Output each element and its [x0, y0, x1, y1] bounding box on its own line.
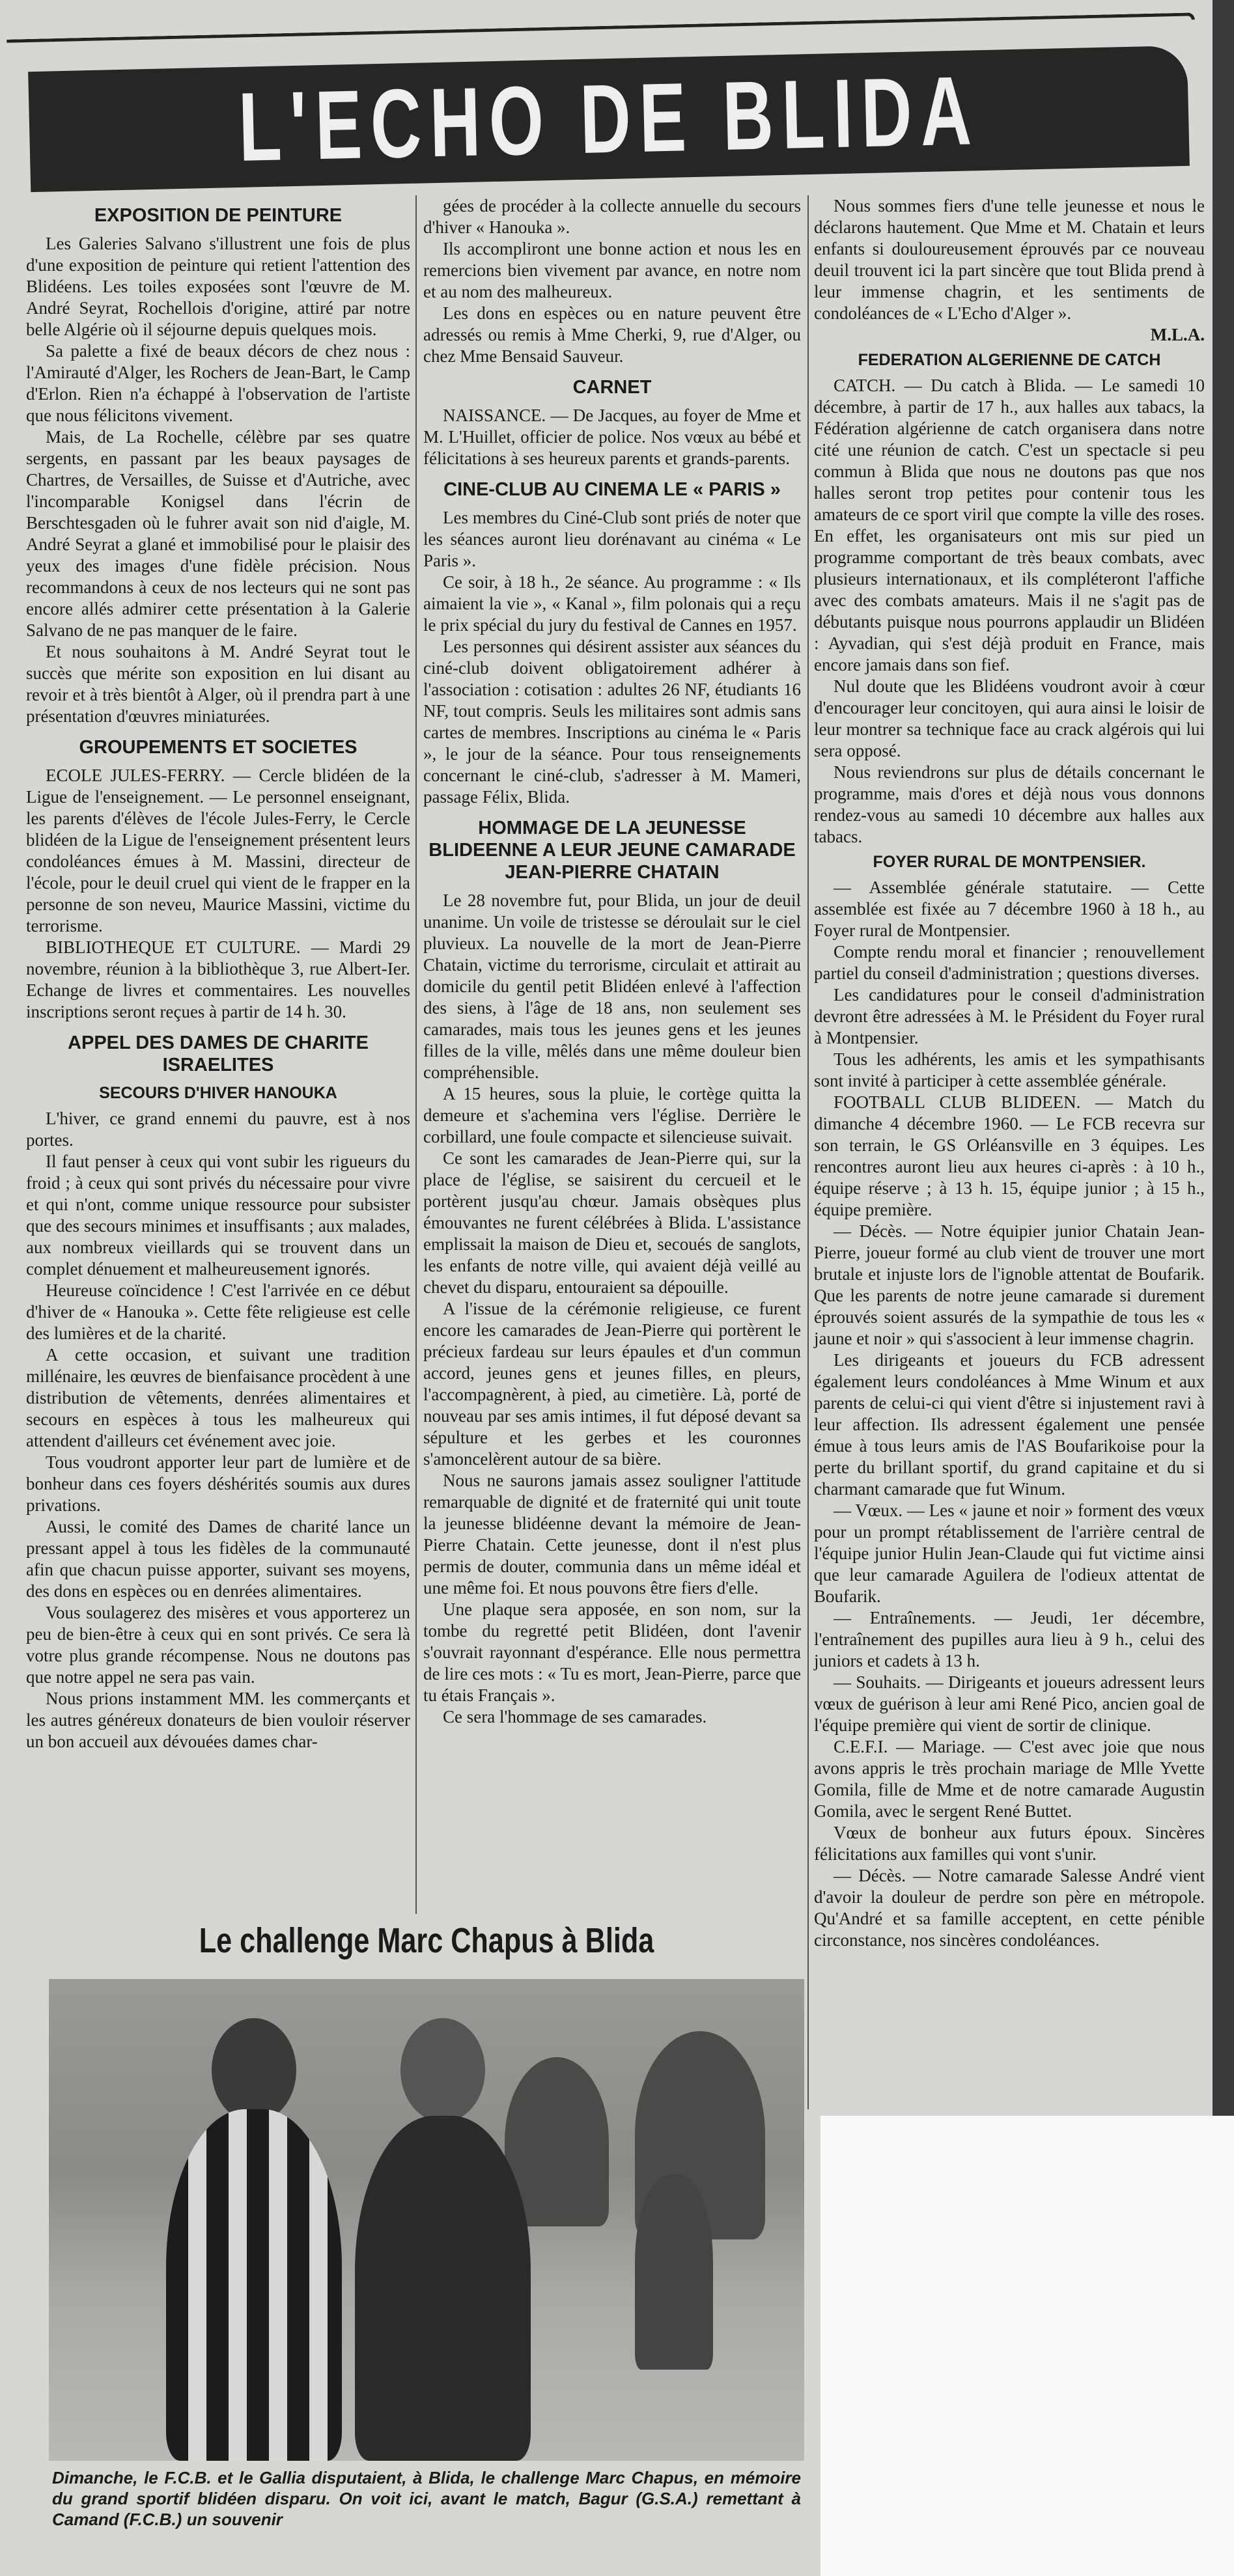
article-paragraph: FOOTBALL CLUB BLIDEEN. — Match du dimanche 4 décembre 1960. — Le FCB recevra sur son terrain, le GS Orléansville en 3 équipes. Les rencontres auront lieu aux heures ci-après : à 10 h., équipe réserve ; à 13 h. 15, équipe junior ; à 15 h., équipe première. [814, 1092, 1205, 1219]
page-edge-shadow [1213, 0, 1234, 2116]
section-heading: FEDERATION ALGERIENNE DE CATCH [858, 351, 1161, 369]
article-paragraph: — Entraînements. — Jeudi, 1er décembre, l'entraînement des pupilles aura lieu à 9 h., celui des juniors et cadets à 13 h. [814, 1608, 1205, 1670]
article-paragraph: — Décès. — Notre équipier junior Chatain Jean-Pierre, joueur formé au club vient de trouver une mort brutale et injuste lors de l'ignoble attentat de Boufarik. Que les parents de notre jeune camarade si durement éprouvés soient assurés de la sympathie de tous les « jaune et noir » qui s'associent à leur immense chagrin. [814, 1221, 1205, 1348]
article-paragraph: C.E.F.I. — Mariage. — C'est avec joie que nous avons appris le très prochain mariage de Mlle Yvette Gomila, fille de Mme et de notre camarade Augustin Gomila, avec le sergent René Buttet. [814, 1737, 1205, 1821]
article-paragraph: Sa palette a fixé de beaux décors de chez nous : l'Amirauté d'Alger, les Rochers de Jean-Bart, le Camp d'Erlon. Rien n'a échappé à l'observation de l'artiste que nous félicitons vivement. [26, 341, 410, 425]
article-paragraph: Le 28 novembre fut, pour Blida, un jour de deuil unanime. Un voile de tristesse se déroulait sur le ciel pluvieux. La nouvelle de la mort de Jean-Pierre Chatain, victime du terrorisme, circulait et attirait au domicile du gentil petit Blidéen enlevé à l'affection des siens, à l'âge de 18 ans, non seulement ses camarades, mais tous les jeunes gens et les jeunes filles de la ville, mêlés dans une même douleur bien compréhensible. [423, 891, 801, 1082]
article-paragraph: Aussi, le comité des Dames de charité lance un pressant appel à tous les fidèles de la communauté afin que chacun puisse apporter, suivant ses moyens, des dons en espèces ou en denrées alimentaires. [26, 1517, 410, 1601]
article-paragraph: A 15 heures, sous la pluie, le cortège quitta la demeure et s'achemina vers l'église. Derrière le corbillard, une foule compacte et silencieuse suivait. [423, 1084, 801, 1146]
article-paragraph: Une plaque sera apposée, en son nom, sur la tombe du regretté petit Blidéen, dont l'avenir s'ouvrait rayonnant d'espérance. Elle nous permettra de lire ces mots : « Tu es mort, Jean-Pierre, parce que tu étais Français ». [423, 1600, 801, 1705]
article-paragraph: Nous ne saurons jamais assez souligner l'attitude remarquable de dignité et de fraternité qui unit toute la jeunesse blidéenne devant la mémoire de Jean-Pierre Chatain. Cette jeunesse, dont il n'est plus permis de douter, communia dans un même idéal et une même foi. Et nous pouvons être fiers d'elle. [423, 1471, 801, 1598]
article-paragraph: Et nous souhaitons à M. André Seyrat tout le succès que mérite son exposition en lui disant au revoir et à très bientôt à Alger, où il prendra part à une présentation d'œuvres miniaturées. [26, 642, 410, 726]
article-paragraph: Les personnes qui désirent assister aux séances du ciné-club doivent obligatoirement adhérer à l'association : cotisation : adultes 26 NF, étudiants 16 NF, tout compris. Seuls les militaires sont admis sans cartes de membres. Inscriptions au cinéma le « Paris », le jour de la séance. Pour tous renseignements concernant le ciné-club, s'adresser à M. Mameri, passage Félix, Blida. [423, 637, 801, 807]
article-paragraph: Les dirigeants et joueurs du FCB adressent également leurs condoléances à Mme Winum et aux parents de celui-ci qui vient d'être si injustement ravi à leur affection. Ils adressent également une pensée émue à tous leurs amis de l'AS Boufarikoise pour la perte du brillant sportif, du grand capitaine et du si charmant camarade que fut Winum. [814, 1350, 1205, 1499]
player-head [400, 2018, 485, 2122]
article-paragraph: NAISSANCE. — De Jacques, au foyer de Mme et M. L'Huillet, officier de police. Nos vœux au bébé et félicitations à ses heureux parents et grands-parents. [423, 406, 801, 468]
article-paragraph: Les candidatures pour le conseil d'administration devront être adressées à M. le Président du Foyer rural à Montpensier. [814, 985, 1205, 1047]
section-heading: SECOURS D'HIVER HANOUKA [99, 1084, 337, 1102]
article-paragraph: Il faut penser à ceux qui vont subir les rigueurs du froid ; à ceux qui sont privés du nécessaire pour vivre et qui n'ont, comme unique ressource pour subsister que des secours minimes et insuffisants ; aux malades, aux nombreux vieillards qui se trouvent dans un complet dénuement et malheureusement ignorés. [26, 1152, 410, 1279]
top-rule [7, 12, 1195, 46]
article-paragraph: Ce soir, à 18 h., 2e séance. Au programme : « Ils aimaient la vie », « Kanal », film polonais qui a reçu le prix spécial du jury du festival de Cannes en 1957. [423, 572, 801, 635]
background-player [635, 2174, 713, 2370]
article-paragraph: — Souhaits. — Dirigeants et joueurs adressent leurs vœux de guérison à leur ami René Pico, ancien goal de l'équipe première qui vient de sortir de clinique. [814, 1672, 1205, 1735]
section-heading: EXPOSITION DE PEINTURE [94, 205, 343, 226]
article-paragraph: ECOLE JULES-FERRY. — Cercle blidéen de la Ligue de l'enseignement. — Le personnel enseignant, les parents d'élèves de l'école Jules-Ferry, le Cercle blidéen de la Ligue de l'enseignement présentent leurs condoléances émues à M. Massini, directeur de l'école, pour le deuil cruel qui vient de le frapper en la personne de son neveu, Maurice Massini, victime du terrorisme. [26, 766, 410, 935]
article-paragraph: Les dons en espèces ou en nature peuvent être adressés ou remis à Mme Cherki, 9, rue d'Alger, ou chez Mme Bensaid Sauveur. [423, 303, 801, 366]
article-paragraph: BIBLIOTHEQUE ET CULTURE. — Mardi 29 novembre, réunion à la bibliothèque 3, rue Albert-Ier. Echange de livres et commentaires. Les nouvelles inscriptions seront reçues à partir de 14 h. 30. [26, 937, 410, 1021]
section-heading: FOYER RURAL DE MONTPENSIER. [873, 853, 1146, 871]
article-paragraph: Heureuse coïncidence ! C'est l'arrivée en ce début d'hiver de « Hanouka ». Cette fête religieuse est celle des lumières et de la charité. [26, 1281, 410, 1343]
column-left [26, 195, 410, 1752]
masthead-banner [28, 46, 1190, 192]
article-paragraph: Ce sera l'hommage de ses camarades. [443, 1707, 707, 1726]
section-heading: CINE-CLUB AU CINEMA LE « PARIS » [443, 479, 781, 500]
article-paragraph: — Assemblée générale statutaire. — Cette assemblée est fixée au 7 décembre 1960 à 18 h., au Foyer rural de Montpensier. [814, 878, 1205, 940]
column-middle [423, 195, 801, 1728]
article-paragraph: Vous soulagerez des misères et vous apporterez un peu de bien-être à ceux qui en sont privés. Ce sera là votre plus grande récompense. Nous ne doutons pas que notre appel ne sera pas vain. [26, 1603, 410, 1687]
signature: M.L.A. [1150, 325, 1205, 344]
photo-headline: Le challenge Marc Chapus à Blida [199, 1921, 654, 1960]
article-paragraph: — Décès. — Notre camarade Salesse André vient d'avoir la douleur de perdre son père en métropole. Qu'André et sa famille acceptent, en cette pénible circonstance, nos sincères condoléances. [814, 1866, 1205, 1950]
section-heading: CARNET [572, 377, 652, 398]
article-paragraph: gées de procéder à la collecte annuelle du secours d'hiver « Hanouka ». [423, 196, 801, 237]
article-paragraph: Les Galeries Salvano s'illustrent une fois de plus d'une exposition de peinture qui retient l'attention des Blidéens. Les toiles exposées sont l'œuvre de M. André Seyrat, Rochellois d'origine, attiré par notre belle Algérie où il séjourne depuis quelques mois. [26, 234, 410, 339]
article-paragraph: CATCH. — Du catch à Blida. — Le samedi 10 décembre, à partir de 17 h., aux halles aux tabacs, la Fédération algérienne de catch organisera dans notre cité une réunion de catch. C'est un spectacle si peu commun à Blida que nous ne doutons pas que nos halles seront trop petites pour contenir tous les amateurs de ce sport viril que compte la ville des roses. En effet, les organisateurs ont mis sur pied un programme comportant de très beaux combats, avec plusieurs internationaux, et ils compléteront l'affiche avec des combats amateurs. Mais il ne s'agit pas de débutants puisque nous pourrons applaudir un Blidéen : Ayvadian, qui s'est déjà produit en France, mais encore jamais dans son fief. [814, 376, 1205, 674]
article-paragraph: Ils accompliront une bonne action et nous les en remercions bien vivement par avance, en notre nom et au nom des malheureux. [423, 239, 801, 301]
article-paragraph: Compte rendu moral et financier ; renouvellement partiel du conseil d'administration ; questions diverses. [814, 942, 1205, 983]
article-paragraph: A cette occasion, et suivant une tradition millénaire, les œuvres de bienfaisance procèdent à une distribution de vêtements, denrées alimentaires et secours en espèces à tous les malheureux qui attendent d'ailleurs cet événement avec joie. [26, 1345, 410, 1450]
article-paragraph: Tous voudront apporter leur part de lumière et de bonheur dans ces foyers déshérités soumis aux dures privations. [26, 1452, 410, 1515]
article-paragraph: Nous sommes fiers d'une telle jeunesse et nous le déclarons hautement. Que Mme et M. Chatain et leurs enfants si douloureusement éprouvés par ce nouveau deuil trouvent ici la part sincère que tout Blida prend à leur immense chagrin, et les sentiments de condoléances de « L'Echo d'Alger ». [814, 196, 1205, 323]
article-paragraph: Mais, de La Rochelle, célèbre par ses quatre sergents, en passant par les beaux paysages de Chartres, de Versailles, de Suisse et d'Autriche, avec l'incomparable Konigsel dans l'écrin de Berschtesgaden où le fuhrer avait son nid d'aigle, M. André Seyrat a glané et immobilisé pour le plaisir des yeux des images d'une fidèle précision. Nous recommandons à ceux de nos lecteurs qui ne sont pas encore allés admirer cette présentation à la Galerie Salvano de ne pas manquer de le faire. [26, 427, 410, 640]
section-heading: APPEL DES DAMES DE CHARITE ISRAELITES [68, 1032, 369, 1075]
news-photo [49, 1979, 804, 2461]
article-paragraph: Ce sont les camarades de Jean-Pierre qui, sur la place de l'église, se saisirent du cercueil et le portèrent jusqu'au chœur. Jamais obsèques plus émouvantes ne furent célébrées à Blida. L'assistance emplissait la maison de Dieu et, secoués de sanglots, les enfants de notre ville, qui avaient déjà veillé au chevet du disparu, entouraient sa dépouille. [423, 1148, 801, 1297]
article-paragraph: Vœux de bonheur aux futurs époux. Sincères félicitations aux familles qui vont s'unir. [814, 1823, 1205, 1864]
article-paragraph: L'hiver, ce grand ennemi du pauvre, est à nos portes. [26, 1109, 410, 1150]
article-paragraph: Tous les adhérents, les amis et les sympathisants sont invité à participer à cette assemblée générale. [814, 1049, 1205, 1090]
player-striped-jersey [166, 2109, 342, 2461]
player-dark-jersey [355, 2116, 531, 2461]
column-divider [415, 195, 417, 1914]
article-paragraph: Nul doute que les Blidéens voudront avoir à cœur d'encourager leur concitoyen, qui aura ainsi le loisir de leur montrer sa technique face au crack algérois qui lui sera opposé. [814, 676, 1205, 760]
section-heading: GROUPEMENTS ET SOCIETES [79, 737, 358, 758]
masthead-title: L'ECHO DE BLIDA [237, 55, 981, 182]
article-paragraph: Les membres du Ciné-Club sont priés de noter que les séances auront lieu dorénavant au cinéma « Le Paris ». [423, 508, 801, 570]
article-paragraph: — Vœux. — Les « jaune et noir » forment des vœux pour un prompt rétablissement de l'arrière central de l'équipe junior Hulin Jean-Claude qui fut victime ainsi que leur camarade Aguilera de l'odieux attentat de Boufarik. [814, 1501, 1205, 1606]
column-divider [807, 195, 809, 2109]
article-paragraph: Nous prions instamment MM. les commerçants et les autres généreux donateurs de bien vouloir réserver un bon accueil aux dévouées dames char- [26, 1689, 410, 1751]
photo-caption: Dimanche, le F.C.B. et le Gallia disputaient, à Blida, le challenge Marc Chapus, en mémoire du grand sportif blidéen disparu. On voit ici, avant le match, Bagur (G.S.A.) remettant à Camand (F.C.B.) un souvenir [52, 2468, 801, 2529]
column-right [814, 195, 1205, 1951]
article-paragraph: Nous reviendrons sur plus de détails concernant le programme, mais d'ores et déjà nous vous donnons rendez-vous au samedi 10 décembre aux halles aux tabacs. [814, 762, 1205, 846]
section-heading: HOMMAGE DE LA JEUNESSE BLIDEENNE A LEUR JEUNE CAMARADE JEAN-PIERRE CHATAIN [428, 818, 796, 883]
player-head [212, 2018, 296, 2122]
blank-area [820, 2116, 1234, 2576]
article-paragraph: A l'issue de la cérémonie religieuse, ce furent encore les camarades de Jean-Pierre qui portèrent le précieux fardeau sur leurs épaules et d'un commun accord, jeunes gens et jeunes filles, en pleurs, l'accompagnèrent, à pied, au cimetière. Là, porté de nouveau par ses amis intimes, il fut déposé devant sa sépulture et les gerbes et les couronnes s'amoncelèrent autour de sa bière. [423, 1299, 801, 1469]
